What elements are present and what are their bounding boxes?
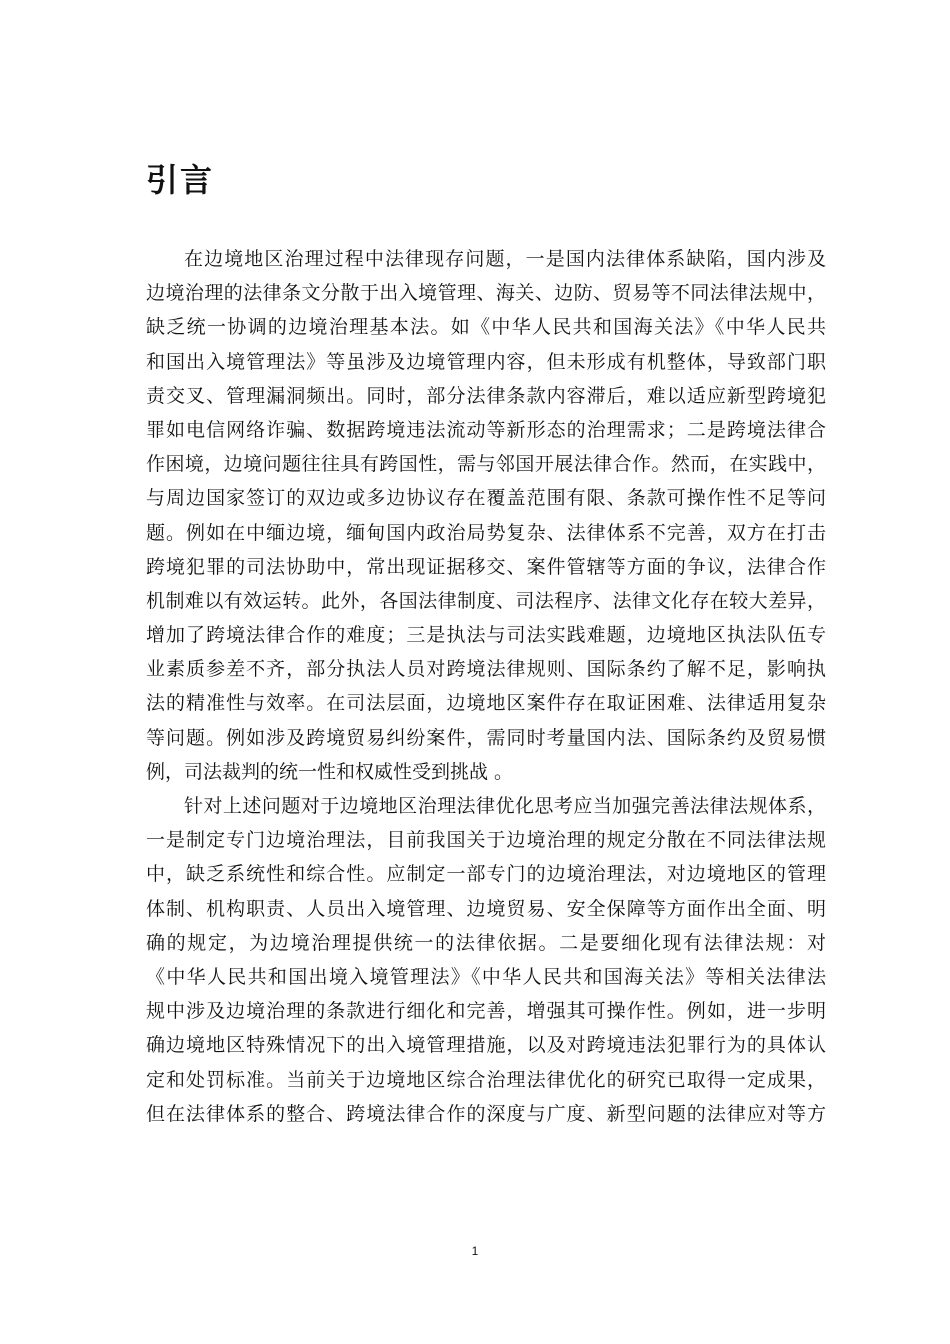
text-line: 体制、机构职责、人员出入境管理、边境贸易、安全保障等方面作出全面、明 [146,897,826,920]
text-line: 缺乏统一协调的边境治理基本法。如《中华人民共和国海关法》《中华人民共 [146,316,826,339]
text-line: 题。例如在中缅边境，缅甸国内政治局势复杂、法律体系不完善，双方在打击 [146,521,826,544]
text-line: 《中华人民共和国出境入境管理法》《中华人民共和国海关法》等相关法律法 [146,965,826,988]
text-line: 一是制定专门边境治理法，目前我国关于边境治理的规定分散在不同法律法规 [146,829,826,852]
text-line: 针对上述问题对于边境地区治理法律优化思考应当加强完善法律法规体系， [184,795,826,817]
text-line: 在边境地区治理过程中法律现存问题，一是国内法律体系缺陷，国内涉及 [184,248,826,270]
page-title: 引言 [146,161,215,199]
text-line: 与周边国家签订的双边或多边协议存在覆盖范围有限、条款可操作性不足等问 [146,487,826,510]
text-line: 法的精准性与效率。在司法层面，边境地区案件存在取证困难、法律适用复杂 [146,692,826,715]
body-text [146,242,826,1131]
text-line: 规中涉及边境治理的条款进行细化和完善，增强其可操作性。例如，进一步明 [146,1000,826,1023]
text-line: 但在法律体系的整合、跨境法律合作的深度与广度、新型问题的法律应对等方 [146,1102,826,1125]
text-line: 增加了跨境法律合作的难度；三是执法与司法实践难题，边境地区执法队伍专 [146,624,826,647]
text-line: 责交叉、管理漏洞频出。同时，部分法律条款内容滞后，难以适应新型跨境犯 [146,384,826,407]
text-line: 跨境犯罪的司法协助中，常出现证据移交、案件管辖等方面的争议，法律合作 [146,555,826,578]
page-number: 1 [471,1244,479,1258]
text-line: 边境治理的法律条文分散于出入境管理、海关、边防、贸易等不同法律法规中， [146,282,826,305]
text-line: 和国出入境管理法》等虽涉及边境管理内容，但未形成有机整体，导致部门职 [146,350,826,373]
text-line: 中，缺乏系统性和综合性。应制定一部专门的边境治理法，对边境地区的管理 [146,863,826,886]
text-line: 作困境，边境问题往往具有跨国性，需与邻国开展法律合作。然而，在实践中， [146,453,826,476]
text-line: 例，司法裁判的统一性和权威性受到挑战 。 [146,760,514,783]
text-line: 机制难以有效运转。此外，各国法律制度、司法程序、法律文化存在较大差异， [146,589,826,612]
text-line: 罪如电信网络诈骗、数据跨境违法流动等新形态的治理需求；二是跨境法律合 [146,418,826,441]
text-line: 等问题。例如涉及跨境贸易纠纷案件，需同时考量国内法、国际条约及贸易惯 [146,726,826,749]
text-line: 确的规定，为边境治理提供统一的法律依据。二是要细化现有法律法规：对 [146,931,826,954]
text-line: 业素质参差不齐，部分执法人员对跨境法律规则、国际条约了解不足，影响执 [146,658,826,681]
text-line: 定和处罚标准。当前关于边境地区综合治理法律优化的研究已取得一定成果， [146,1068,826,1091]
text-line: 确边境地区特殊情况下的出入境管理措施，以及对跨境违法犯罪行为的具体认 [146,1034,826,1057]
